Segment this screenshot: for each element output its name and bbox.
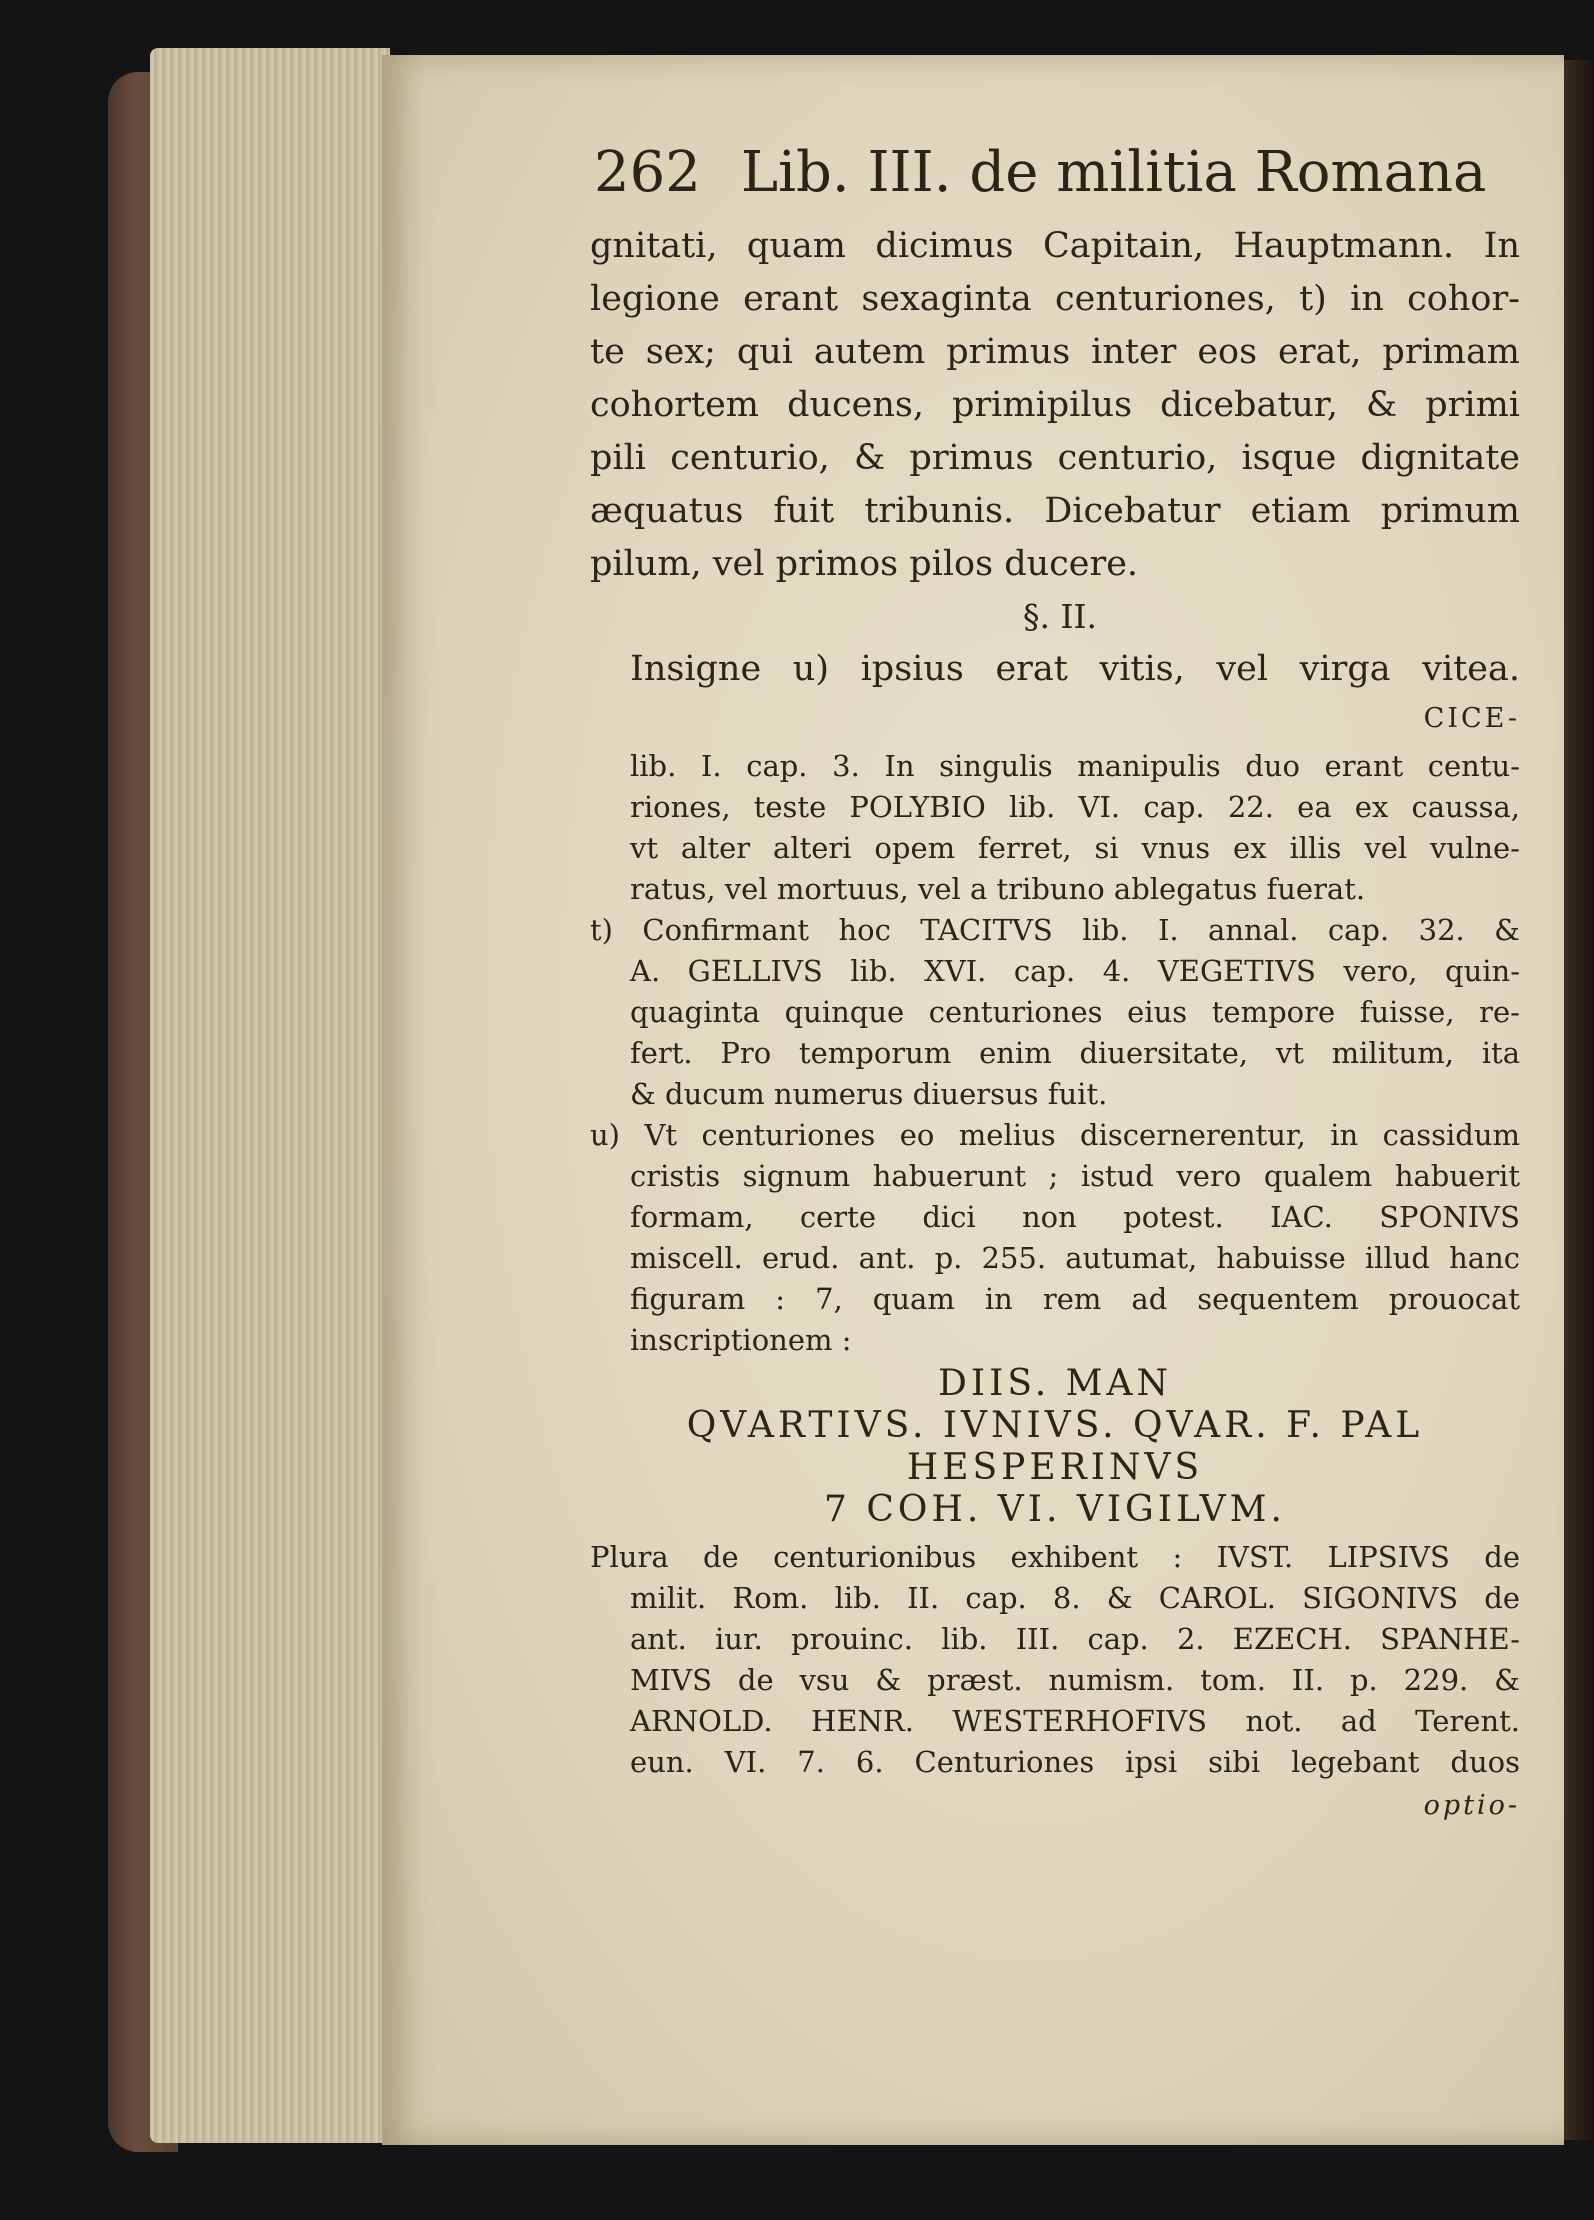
inscription-line: DIIS. MAN	[938, 1363, 1172, 1404]
catchword-bottom: optio-	[1423, 1790, 1520, 1821]
footnote-line: lib. I. cap. 3. In singulis manipulis duo erant centu-	[630, 749, 1520, 783]
footnote-line: ratus, vel mortuus, vel a tribuno ablegatus fuerat.	[630, 872, 1366, 906]
footnote-line: figuram : 7, quam in rem ad sequentem prouocat	[630, 1282, 1520, 1316]
page-text	[590, 140, 1520, 1829]
inscription-line: 7 COH. VI. VIGILVM.	[824, 1489, 1286, 1530]
footnote-line: fert. Pro temporum enim diuersitate, vt militum, ita	[630, 1036, 1520, 1070]
body-line: gnitati, quam dicimus Capitain, Hauptmann. In	[590, 226, 1520, 266]
footnote-line: quaginta quinque centuriones eius tempore fuisse, re-	[630, 995, 1520, 1029]
running-title: Lib. III. de militia Romana	[740, 140, 1487, 205]
footnote-line: & ducum numerus diuersus fuit.	[630, 1077, 1108, 1111]
inscription-line: HESPERINVS	[906, 1447, 1204, 1488]
footnote-t: t) Confirmant hoc TACITVS lib. I. annal. cap. 32. &	[590, 913, 1520, 947]
body-line: pilum, vel primos pilos ducere.	[590, 544, 1139, 584]
footnote-line: riones, teste POLYBIO lib. VI. cap. 22. ea ex caussa,	[630, 790, 1520, 824]
footnote-line: MIVS de vsu & præst. numism. tom. II. p. 229. &	[630, 1663, 1520, 1697]
footnote-line: cristis signum habuerunt ; istud vero qualem habuerit	[630, 1159, 1520, 1193]
main-paragraph	[590, 220, 1520, 591]
footnote-line: ARNOLD. HENR. WESTERHOFIVS not. ad Terent.	[630, 1704, 1520, 1738]
running-header	[590, 140, 1520, 220]
footnote-line: eun. VI. 7. 6. Centuriones ipsi sibi legebant duos	[630, 1745, 1520, 1779]
footnote-line: Plura de centurionibus exhibent : IVST. LIPSIVS de	[590, 1540, 1520, 1574]
body-line: cohortem ducens, primipilus dicebatur, & primi	[590, 385, 1520, 425]
footnote-line: ant. iur. prouinc. lib. III. cap. 2. EZECH. SPANHE-	[630, 1622, 1520, 1656]
footnote-line: A. GELLIVS lib. XVI. cap. 4. VEGETIVS vero, quin-	[630, 954, 1520, 988]
section-heading: §. II.	[1022, 597, 1098, 636]
body-line: æquatus fuit tribunis. Dicebatur etiam primum	[590, 491, 1520, 531]
body-line: legione erant sexaginta centuriones, t) in cohor-	[590, 279, 1520, 319]
body-line: te sex; qui autem primus inter eos erat, primam	[590, 332, 1520, 372]
footnote-line: milit. Rom. lib. II. cap. 8. & CAROL. SIGONIVS de	[630, 1581, 1520, 1615]
body-line: Insigne u) ipsius erat vitis, vel virga vitea.	[630, 649, 1520, 689]
footnote-line: inscriptionem :	[630, 1323, 852, 1357]
inscription-block	[590, 1363, 1520, 1531]
body-line: pili centurio, & primus centurio, isque dignitate	[590, 438, 1520, 478]
page-block-edges	[150, 48, 390, 2143]
binding-shadow	[1564, 60, 1594, 2140]
footnote-u: u) Vt centuriones eo melius discernerentur, in cassidum	[590, 1118, 1520, 1152]
footnote-line: miscell. erud. ant. p. 255. autumat, habuisse illud hanc	[630, 1241, 1520, 1275]
footnotes-continued	[590, 1537, 1520, 1783]
footnotes	[590, 746, 1520, 1361]
inscription-line: QVARTIVS. IVNIVS. QVAR. F. PAL	[686, 1405, 1424, 1446]
footnote-line: formam, certe dici non potest. IAC. SPONIVS	[630, 1200, 1520, 1234]
page-number: 262	[594, 140, 701, 205]
catchword-top: CICE-	[1423, 703, 1520, 734]
footnote-line: vt alter alteri opem ferret, si vnus ex illis vel vulne-	[630, 831, 1520, 865]
